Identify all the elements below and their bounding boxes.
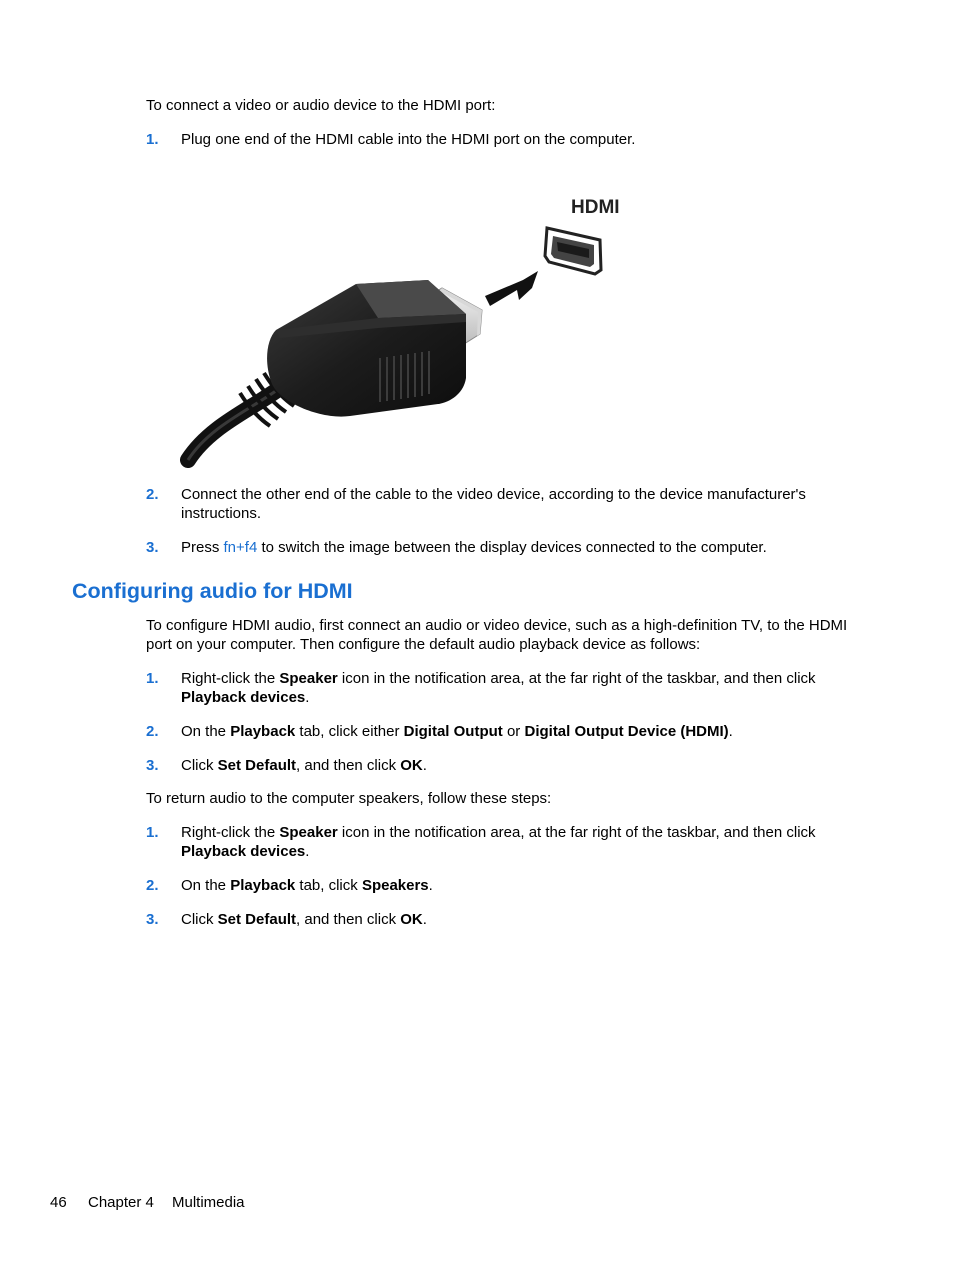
fn-f4-link[interactable]: fn+f4: [223, 539, 258, 556]
section-paragraph: To configure HDMI audio, first connect an audio or video device, such as a high-definition TV, to the HDMI port on your computer. Then configure the default audio playback device as follows:: [146, 617, 848, 653]
step-text: Click Set Default, and then click OK.: [181, 911, 427, 928]
step-number: 1.: [146, 824, 159, 841]
step-text: On the Playback tab, click either Digital Output or Digital Output Device (HDMI).: [181, 723, 733, 740]
step-text: On the Playback tab, click Speakers.: [181, 877, 433, 894]
step-text-part: Press: [181, 539, 224, 556]
step-text: Click Set Default, and then click OK.: [181, 757, 427, 774]
step-number: 1.: [146, 670, 159, 687]
step-number: 3.: [146, 757, 159, 774]
hdmi-cable-illustration: [180, 188, 640, 468]
plug-connector-icon: [267, 280, 482, 417]
step-number: 2.: [146, 877, 159, 894]
step-text: Right-click the Speaker icon in the notification area, at the far right of the taskbar, and then click Playback devices.: [181, 670, 816, 706]
page-number: 46: [50, 1194, 67, 1211]
step-text: Plug one end of the HDMI cable into the HDMI port on the computer.: [181, 131, 636, 148]
hdmi-port-icon: [545, 228, 601, 274]
insert-arrow-icon: [485, 271, 538, 306]
hdmi-label: HDMI: [571, 197, 620, 218]
section-heading: Configuring audio for HDMI: [72, 579, 353, 603]
footer-chapter-title: Multimedia: [172, 1194, 245, 1211]
step-number: 2.: [146, 723, 159, 740]
step-number: 1.: [146, 131, 159, 148]
return-intro: To return audio to the computer speakers, follow these steps:: [146, 790, 552, 807]
step-number: 3.: [146, 911, 159, 928]
step-text: Right-click the Speaker icon in the notification area, at the far right of the taskbar, and then click Playback devices.: [181, 824, 816, 860]
step-text-part: to switch the image between the display devices connected to the computer.: [257, 539, 767, 556]
step-text: Connect the other end of the cable to the video device, according to the device manufacturer's instructions.: [181, 486, 806, 522]
step-number: 2.: [146, 486, 159, 503]
footer-chapter: Chapter 4: [88, 1194, 154, 1211]
connect-intro: To connect a video or audio device to the HDMI port:: [146, 97, 496, 114]
step-text: [181, 538, 871, 557]
step-number: 3.: [146, 539, 159, 556]
